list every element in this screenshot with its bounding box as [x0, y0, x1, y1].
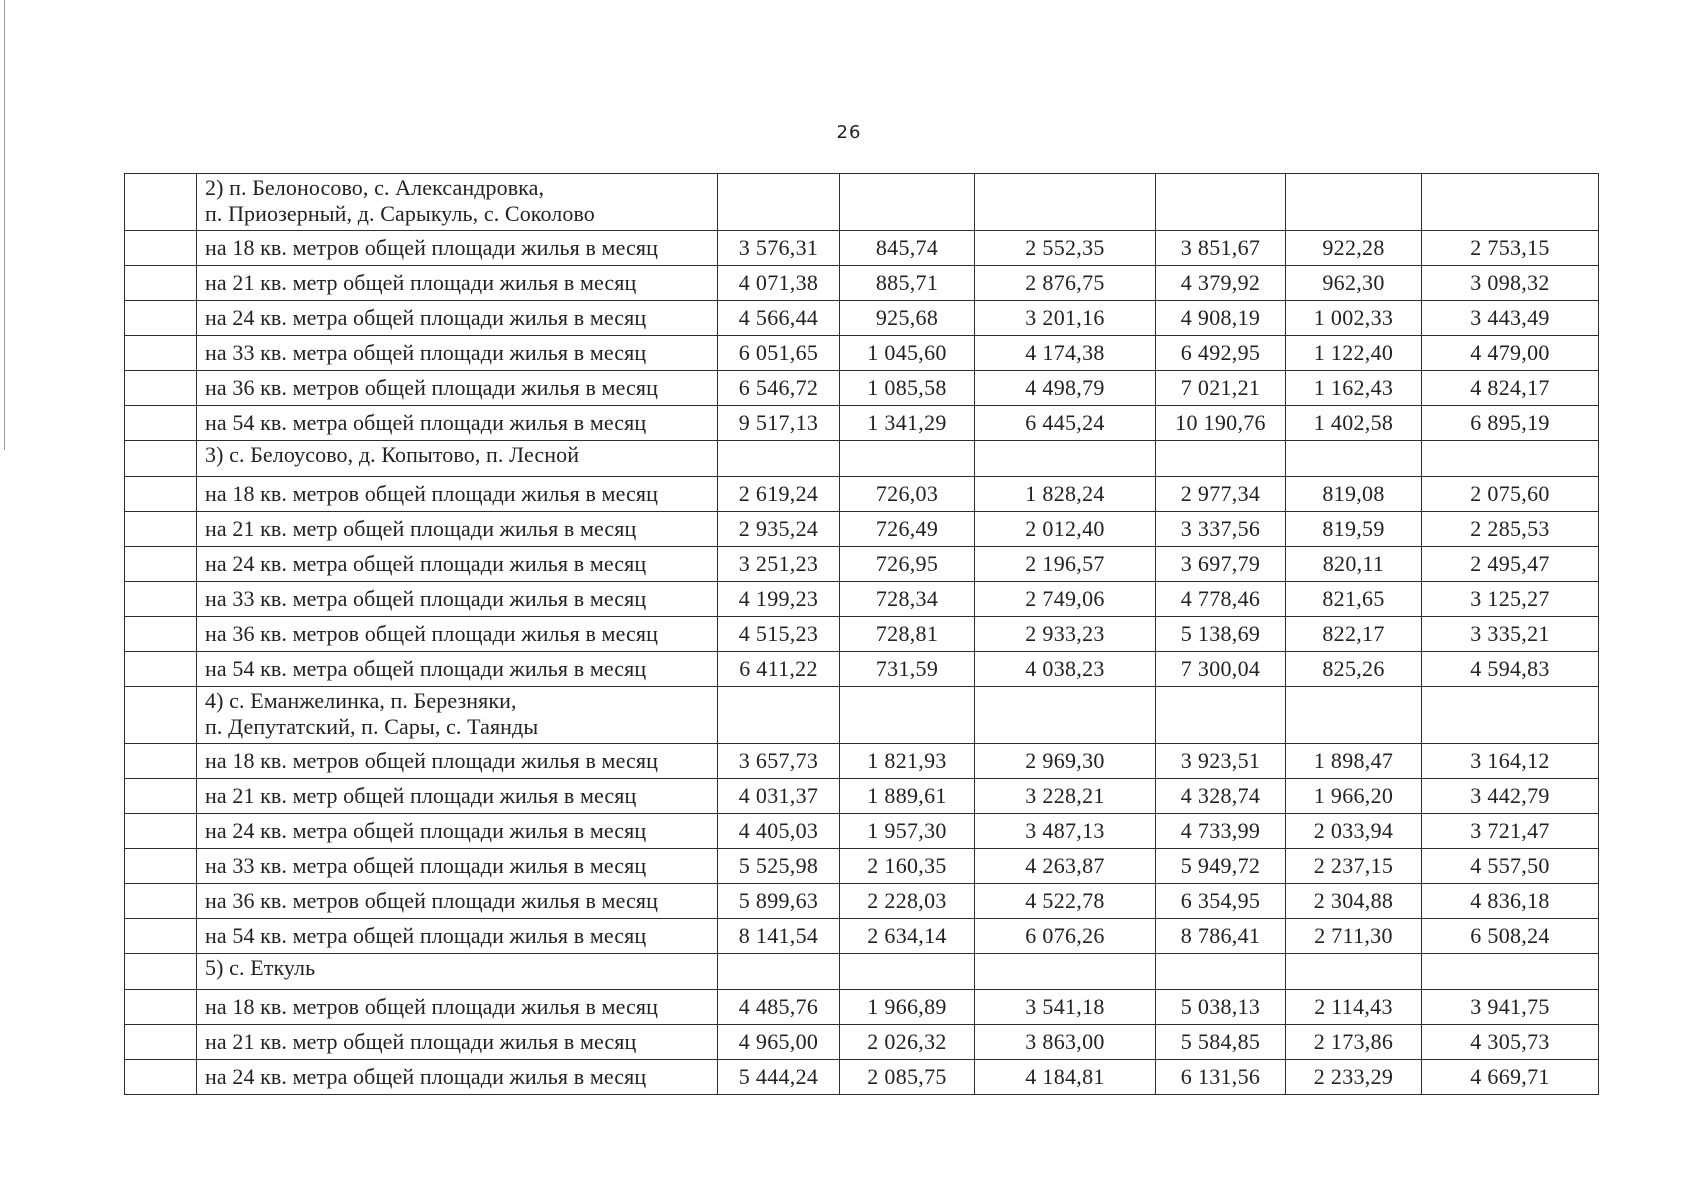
row-number-cell — [125, 441, 197, 477]
value-cell: 4 485,76 — [718, 990, 840, 1025]
value-cell: 3 657,73 — [718, 744, 840, 779]
value-cell: 4 836,18 — [1422, 884, 1599, 919]
table-row — [125, 919, 1599, 954]
row-label: на 24 кв. метра общей площади жилья в месяц — [197, 814, 718, 849]
value-cell: 3 941,75 — [1422, 990, 1599, 1025]
empty-cell — [975, 174, 1156, 231]
row-number-cell — [125, 919, 197, 954]
row-number-cell — [125, 884, 197, 919]
row-number-cell — [125, 1060, 197, 1095]
row-number-cell — [125, 231, 197, 266]
row-label: на 54 кв. метра общей площади жилья в месяц — [197, 406, 718, 441]
value-cell: 728,81 — [840, 617, 975, 652]
value-cell: 3 125,27 — [1422, 582, 1599, 617]
value-cell: 3 541,18 — [975, 990, 1156, 1025]
value-cell: 2 026,32 — [840, 1025, 975, 1060]
row-label: на 18 кв. метров общей площади жилья в месяц — [197, 990, 718, 1025]
value-cell: 885,71 — [840, 266, 975, 301]
value-cell: 2 075,60 — [1422, 477, 1599, 512]
table-row — [125, 301, 1599, 336]
table-row — [125, 547, 1599, 582]
empty-cell — [1422, 954, 1599, 990]
table-row — [125, 371, 1599, 406]
empty-cell — [1286, 174, 1422, 231]
value-cell: 4 184,81 — [975, 1060, 1156, 1095]
value-cell: 1 002,33 — [1286, 301, 1422, 336]
value-cell: 4 557,50 — [1422, 849, 1599, 884]
row-number-cell — [125, 174, 197, 231]
value-cell: 2 495,47 — [1422, 547, 1599, 582]
value-cell: 6 895,19 — [1422, 406, 1599, 441]
value-cell: 4 328,74 — [1156, 779, 1286, 814]
value-cell: 2 619,24 — [718, 477, 840, 512]
row-number-cell — [125, 512, 197, 547]
value-cell: 925,68 — [840, 301, 975, 336]
value-cell: 4 566,44 — [718, 301, 840, 336]
table-row — [125, 512, 1599, 547]
value-cell: 1 898,47 — [1286, 744, 1422, 779]
value-cell: 2 033,94 — [1286, 814, 1422, 849]
empty-cell — [1156, 174, 1286, 231]
value-cell: 6 411,22 — [718, 652, 840, 687]
value-cell: 2 634,14 — [840, 919, 975, 954]
scan-margin-line — [4, 0, 5, 450]
row-label: на 33 кв. метра общей площади жилья в месяц — [197, 336, 718, 371]
value-cell: 4 379,92 — [1156, 266, 1286, 301]
row-label: на 21 кв. метр общей площади жилья в месяц — [197, 779, 718, 814]
value-cell: 4 263,87 — [975, 849, 1156, 884]
row-number-cell — [125, 1025, 197, 1060]
value-cell: 819,59 — [1286, 512, 1422, 547]
value-cell: 2 977,34 — [1156, 477, 1286, 512]
page-number: 26 — [836, 122, 862, 143]
value-cell: 2 711,30 — [1286, 919, 1422, 954]
value-cell: 2 935,24 — [718, 512, 840, 547]
empty-cell — [1156, 441, 1286, 477]
empty-cell — [840, 441, 975, 477]
table-row — [125, 814, 1599, 849]
row-number-cell — [125, 744, 197, 779]
value-cell: 4 522,78 — [975, 884, 1156, 919]
value-cell: 2 160,35 — [840, 849, 975, 884]
value-cell: 1 085,58 — [840, 371, 975, 406]
empty-cell — [718, 687, 840, 744]
value-cell: 1 821,93 — [840, 744, 975, 779]
value-cell: 8 141,54 — [718, 919, 840, 954]
table-row — [125, 1025, 1599, 1060]
row-number-cell — [125, 582, 197, 617]
empty-cell — [1286, 687, 1422, 744]
value-cell: 8 786,41 — [1156, 919, 1286, 954]
section-heading: 4) с. Еманжелинка, п. Березняки, п. Депутатский, п. Сары, с. Таянды — [197, 687, 718, 744]
value-cell: 2 196,57 — [975, 547, 1156, 582]
value-cell: 3 576,31 — [718, 231, 840, 266]
value-cell: 3 487,13 — [975, 814, 1156, 849]
row-label: на 24 кв. метра общей площади жилья в месяц — [197, 547, 718, 582]
row-number-cell — [125, 687, 197, 744]
empty-cell — [840, 174, 975, 231]
row-number-cell — [125, 990, 197, 1025]
row-number-cell — [125, 371, 197, 406]
table-row — [125, 406, 1599, 441]
value-cell: 2 012,40 — [975, 512, 1156, 547]
value-cell: 1 341,29 — [840, 406, 975, 441]
value-cell: 4 038,23 — [975, 652, 1156, 687]
row-label: на 18 кв. метров общей площади жилья в месяц — [197, 744, 718, 779]
row-number-cell — [125, 406, 197, 441]
row-number-cell — [125, 814, 197, 849]
empty-cell — [1286, 954, 1422, 990]
section-heading: 5) с. Еткуль — [197, 954, 718, 990]
value-cell: 822,17 — [1286, 617, 1422, 652]
value-cell: 845,74 — [840, 231, 975, 266]
value-cell: 4 824,17 — [1422, 371, 1599, 406]
section-heading: 3) с. Белоусово, д. Копытово, п. Лесной — [197, 441, 718, 477]
value-cell: 4 778,46 — [1156, 582, 1286, 617]
row-label: на 33 кв. метра общей площади жилья в месяц — [197, 849, 718, 884]
empty-cell — [1422, 441, 1599, 477]
value-cell: 726,95 — [840, 547, 975, 582]
value-cell: 4 405,03 — [718, 814, 840, 849]
value-cell: 4 965,00 — [718, 1025, 840, 1060]
section-heading: 2) п. Белоносово, с. Александровка, п. Приозерный, д. Сарыкуль, с. Соколово — [197, 174, 718, 231]
value-cell: 6 051,65 — [718, 336, 840, 371]
value-cell: 728,34 — [840, 582, 975, 617]
empty-cell — [975, 687, 1156, 744]
value-cell: 2 237,15 — [1286, 849, 1422, 884]
value-cell: 6 076,26 — [975, 919, 1156, 954]
value-cell: 7 021,21 — [1156, 371, 1286, 406]
row-number-cell — [125, 301, 197, 336]
table-row — [125, 231, 1599, 266]
row-number-cell — [125, 652, 197, 687]
value-cell: 4 305,73 — [1422, 1025, 1599, 1060]
row-label: на 21 кв. метр общей площади жилья в месяц — [197, 266, 718, 301]
value-cell: 5 038,13 — [1156, 990, 1286, 1025]
row-number-cell — [125, 617, 197, 652]
row-label: на 24 кв. метра общей площади жилья в месяц — [197, 1060, 718, 1095]
value-cell: 3 721,47 — [1422, 814, 1599, 849]
value-cell: 825,26 — [1286, 652, 1422, 687]
empty-cell — [840, 687, 975, 744]
row-number-cell — [125, 547, 197, 582]
section-heading-row — [125, 687, 1599, 744]
value-cell: 4 071,38 — [718, 266, 840, 301]
value-cell: 5 949,72 — [1156, 849, 1286, 884]
section-heading-row — [125, 174, 1599, 231]
value-cell: 3 228,21 — [975, 779, 1156, 814]
table-row — [125, 477, 1599, 512]
tariff-table-body — [125, 174, 1599, 1095]
value-cell: 3 164,12 — [1422, 744, 1599, 779]
table-row — [125, 744, 1599, 779]
value-cell: 819,08 — [1286, 477, 1422, 512]
value-cell: 3 335,21 — [1422, 617, 1599, 652]
value-cell: 6 445,24 — [975, 406, 1156, 441]
value-cell: 3 442,79 — [1422, 779, 1599, 814]
value-cell: 4 479,00 — [1422, 336, 1599, 371]
value-cell: 4 031,37 — [718, 779, 840, 814]
row-number-cell — [125, 266, 197, 301]
value-cell: 2 876,75 — [975, 266, 1156, 301]
value-cell: 726,49 — [840, 512, 975, 547]
value-cell: 6 131,56 — [1156, 1060, 1286, 1095]
empty-cell — [1156, 954, 1286, 990]
value-cell: 1 162,43 — [1286, 371, 1422, 406]
value-cell: 1 957,30 — [840, 814, 975, 849]
value-cell: 3 098,32 — [1422, 266, 1599, 301]
row-label: на 33 кв. метра общей площади жилья в месяц — [197, 582, 718, 617]
value-cell: 4 908,19 — [1156, 301, 1286, 336]
value-cell: 5 584,85 — [1156, 1025, 1286, 1060]
value-cell: 1 045,60 — [840, 336, 975, 371]
value-cell: 3 697,79 — [1156, 547, 1286, 582]
value-cell: 1 402,58 — [1286, 406, 1422, 441]
value-cell: 922,28 — [1286, 231, 1422, 266]
value-cell: 4 498,79 — [975, 371, 1156, 406]
value-cell: 2 085,75 — [840, 1060, 975, 1095]
value-cell: 2 114,43 — [1286, 990, 1422, 1025]
row-label: на 54 кв. метра общей площади жилья в месяц — [197, 919, 718, 954]
value-cell: 6 508,24 — [1422, 919, 1599, 954]
value-cell: 2 933,23 — [975, 617, 1156, 652]
value-cell: 4 174,38 — [975, 336, 1156, 371]
value-cell: 1 966,89 — [840, 990, 975, 1025]
value-cell: 3 851,67 — [1156, 231, 1286, 266]
table-row — [125, 582, 1599, 617]
value-cell: 731,59 — [840, 652, 975, 687]
value-cell: 5 444,24 — [718, 1060, 840, 1095]
value-cell: 820,11 — [1286, 547, 1422, 582]
empty-cell — [1286, 441, 1422, 477]
value-cell: 2 228,03 — [840, 884, 975, 919]
value-cell: 9 517,13 — [718, 406, 840, 441]
section-heading-row — [125, 954, 1599, 990]
row-label: на 18 кв. метров общей площади жилья в месяц — [197, 231, 718, 266]
value-cell: 5 138,69 — [1156, 617, 1286, 652]
section-heading-row — [125, 441, 1599, 477]
value-cell: 821,65 — [1286, 582, 1422, 617]
value-cell: 2 173,86 — [1286, 1025, 1422, 1060]
value-cell: 2 304,88 — [1286, 884, 1422, 919]
table-row — [125, 266, 1599, 301]
row-number-cell — [125, 477, 197, 512]
empty-cell — [975, 954, 1156, 990]
row-label: на 36 кв. метров общей площади жилья в месяц — [197, 371, 718, 406]
value-cell: 2 749,06 — [975, 582, 1156, 617]
value-cell: 4 669,71 — [1422, 1060, 1599, 1095]
value-cell: 2 233,29 — [1286, 1060, 1422, 1095]
value-cell: 6 492,95 — [1156, 336, 1286, 371]
value-cell: 6 354,95 — [1156, 884, 1286, 919]
value-cell: 2 753,15 — [1422, 231, 1599, 266]
empty-cell — [718, 441, 840, 477]
empty-cell — [1422, 174, 1599, 231]
table-row — [125, 990, 1599, 1025]
table-row — [125, 779, 1599, 814]
value-cell: 726,03 — [840, 477, 975, 512]
row-number-cell — [125, 336, 197, 371]
value-cell: 4 594,83 — [1422, 652, 1599, 687]
table-row — [125, 652, 1599, 687]
tariff-table — [124, 173, 1599, 1095]
value-cell: 3 923,51 — [1156, 744, 1286, 779]
value-cell: 3 337,56 — [1156, 512, 1286, 547]
table-row — [125, 884, 1599, 919]
empty-cell — [1156, 687, 1286, 744]
row-number-cell — [125, 954, 197, 990]
row-number-cell — [125, 849, 197, 884]
value-cell: 3 201,16 — [975, 301, 1156, 336]
table-row — [125, 336, 1599, 371]
value-cell: 2 285,53 — [1422, 512, 1599, 547]
empty-cell — [718, 174, 840, 231]
value-cell: 7 300,04 — [1156, 652, 1286, 687]
table-row — [125, 849, 1599, 884]
value-cell: 4 515,23 — [718, 617, 840, 652]
empty-cell — [1422, 687, 1599, 744]
row-label: на 36 кв. метров общей площади жилья в месяц — [197, 884, 718, 919]
value-cell: 2 552,35 — [975, 231, 1156, 266]
empty-cell — [975, 441, 1156, 477]
value-cell: 1 122,40 — [1286, 336, 1422, 371]
table-row — [125, 1060, 1599, 1095]
value-cell: 5 899,63 — [718, 884, 840, 919]
value-cell: 1 889,61 — [840, 779, 975, 814]
row-label: на 21 кв. метр общей площади жилья в месяц — [197, 1025, 718, 1060]
empty-cell — [718, 954, 840, 990]
value-cell: 3 443,49 — [1422, 301, 1599, 336]
empty-cell — [840, 954, 975, 990]
row-label: на 54 кв. метра общей площади жилья в месяц — [197, 652, 718, 687]
value-cell: 1 966,20 — [1286, 779, 1422, 814]
row-number-cell — [125, 779, 197, 814]
value-cell: 1 828,24 — [975, 477, 1156, 512]
row-label: на 18 кв. метров общей площади жилья в месяц — [197, 477, 718, 512]
value-cell: 6 546,72 — [718, 371, 840, 406]
row-label: на 24 кв. метра общей площади жилья в месяц — [197, 301, 718, 336]
value-cell: 2 969,30 — [975, 744, 1156, 779]
value-cell: 5 525,98 — [718, 849, 840, 884]
row-label: на 36 кв. метров общей площади жилья в месяц — [197, 617, 718, 652]
table-row — [125, 617, 1599, 652]
value-cell: 4 733,99 — [1156, 814, 1286, 849]
value-cell: 10 190,76 — [1156, 406, 1286, 441]
value-cell: 3 251,23 — [718, 547, 840, 582]
value-cell: 4 199,23 — [718, 582, 840, 617]
row-label: на 21 кв. метр общей площади жилья в месяц — [197, 512, 718, 547]
value-cell: 3 863,00 — [975, 1025, 1156, 1060]
value-cell: 962,30 — [1286, 266, 1422, 301]
